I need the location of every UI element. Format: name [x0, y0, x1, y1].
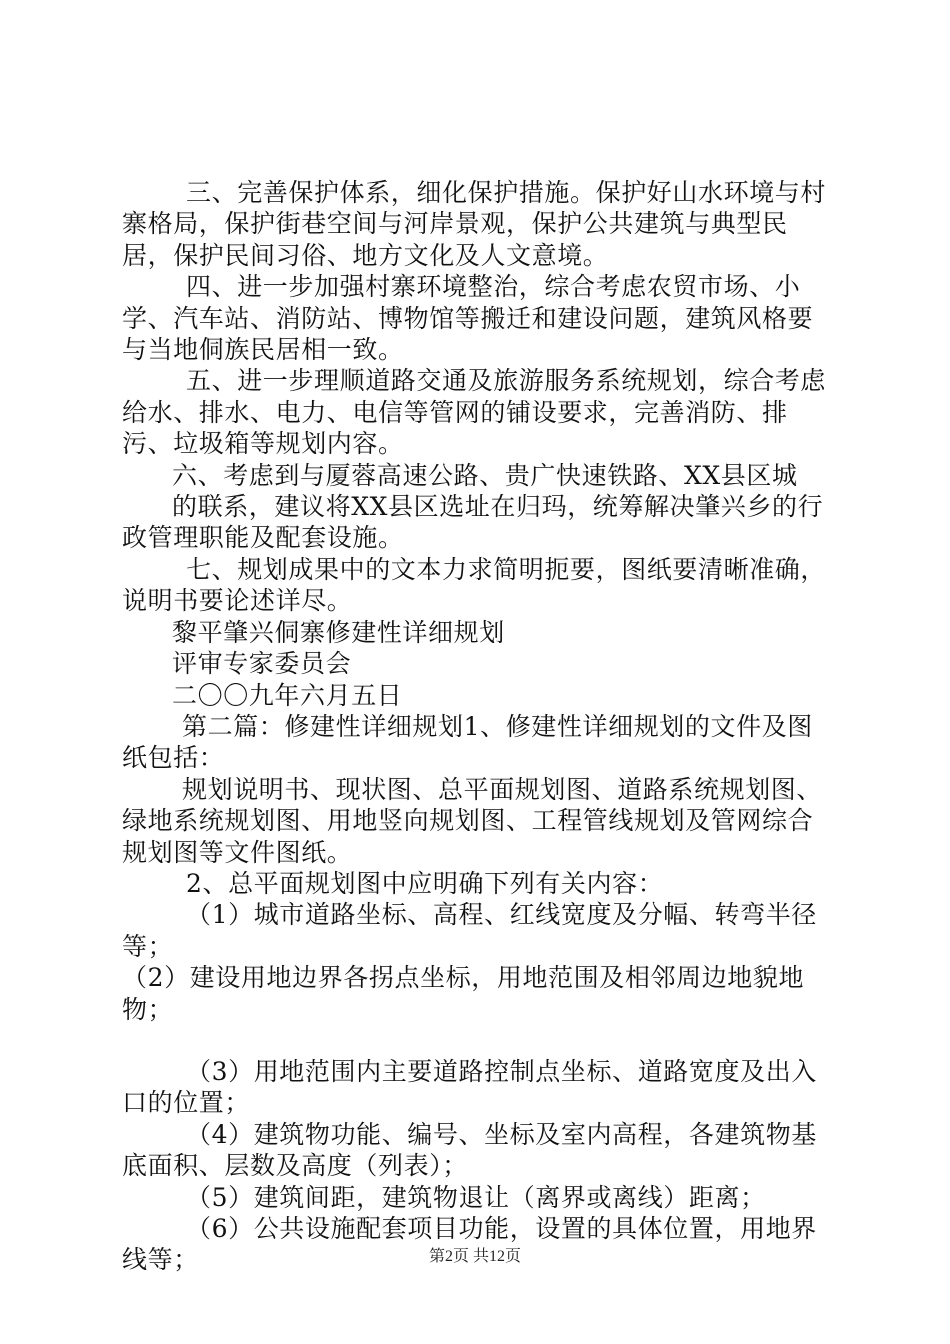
paragraph-item-7: 七、规划成果中的文本力求简明扼要，图纸要清晰准确，说明书要论述详尽。: [122, 554, 827, 616]
paragraph-item-2: 2、总平面规划图中应明确下列有关内容：: [186, 868, 664, 898]
paragraph-item-6-cont: 的联系，建议将XX县区选址在归玛，统筹解决肇兴乡的行政管理职能及配套设施。: [122, 492, 824, 553]
paragraph-item-5: 五、进一步理顺道路交通及旅游服务系统规划，综合考虑给水、排水、电力、电信等管网的铺设要求，完善消防、排污、垃圾箱等规划内容。: [122, 366, 827, 459]
list-item-5: （5）建筑间距，建筑物退让（离界或离线）距离；: [186, 1182, 766, 1212]
list-item-1: （1）城市道路坐标、高程、红线宽度及分幅、转弯半径等；: [122, 900, 817, 961]
page-footer: 第2页 共12页: [428, 1248, 521, 1265]
section-heading-part2: 第二篇：修建性详细规划1、修建性详细规划的文件及图纸包括：: [122, 711, 813, 773]
signature-title: 黎平肇兴侗寨修建性详细规划: [172, 617, 505, 647]
list-item-6: （6）公共设施配套项目功能，设置的具体位置，用地界线等；: [122, 1214, 817, 1275]
paragraph-item-6: 六、考虑到与厦蓉高速公路、贵广快速铁路、XX县区城: [172, 460, 798, 490]
paragraph-item-3: 三、完善保护体系，细化保护措施。保护好山水环境与村寨格局，保护街巷空间与河岸景观，保护公共建筑与典型民居，保护民间习俗、地方文化及人文意境。: [122, 178, 827, 270]
blank-line: [122, 1025, 834, 1056]
document-body: [122, 177, 834, 1276]
paragraph-item-4: 四、进一步加强村寨环境整治，综合考虑农贸市场、小学、汽车站、消防站、博物馆等搬迁和建设问题，建筑风格要与当地侗族民居相一致。: [122, 272, 814, 365]
list-item-2: （2）建设用地边界各拐点坐标，用地范围及相邻周边地貌地物；: [122, 963, 805, 1024]
list-item-4: （4）建筑物功能、编号、坐标及室内高程，各建筑物基底面积、层数及高度（列表）；: [122, 1119, 817, 1181]
list-item-3: （3）用地范围内主要道路控制点坐标、道路宽度及出入口的位置；: [122, 1056, 817, 1118]
signature-date: 二〇〇九年六月五日: [172, 680, 403, 710]
paragraph-file-list: 规划说明书、现状图、总平面规划图、道路系统规划图、绿地系统规划图、用地竖向规划图、工程管线规划及管网综合规划图等文件图纸。: [122, 774, 823, 867]
signature-committee: 评审专家委员会: [172, 649, 352, 679]
